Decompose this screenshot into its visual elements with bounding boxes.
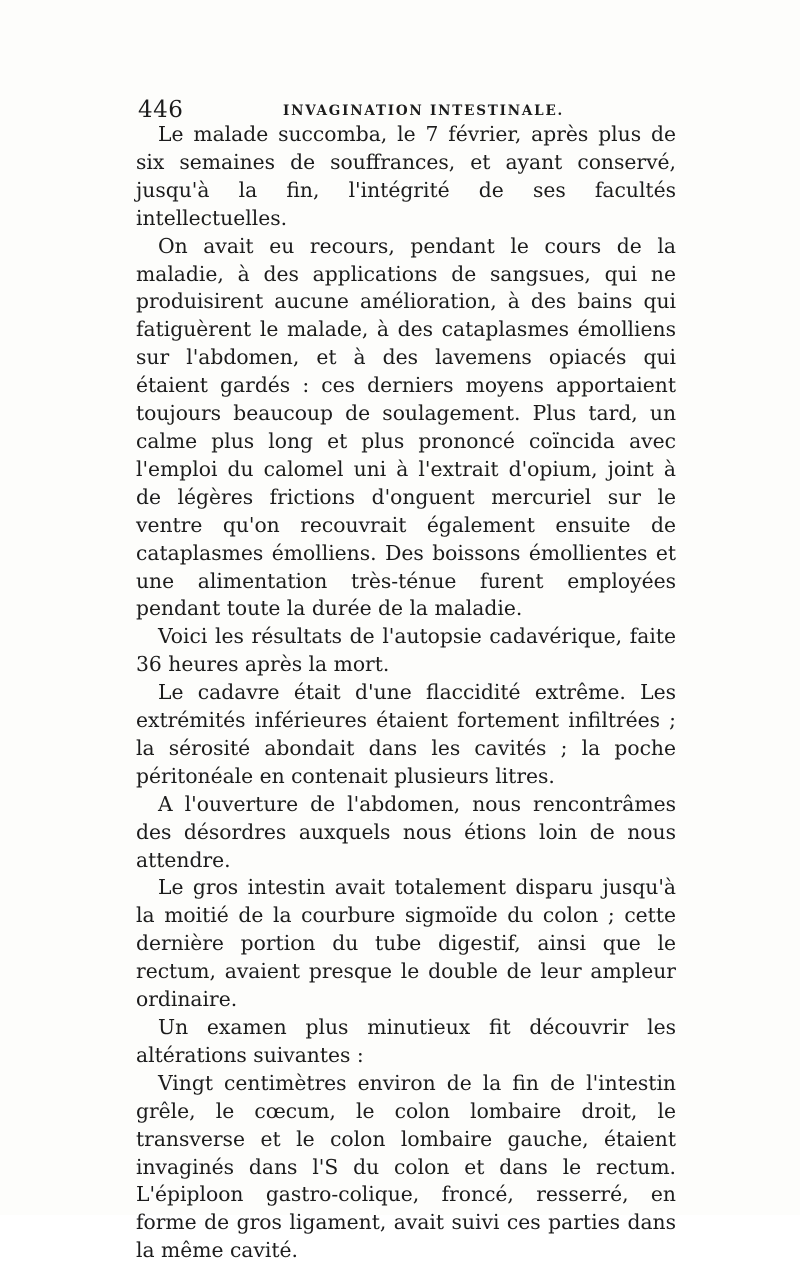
paragraph-examination: Un examen plus minutieux fit découvrir les altérations suivantes : — [136, 1015, 676, 1067]
paragraph-treatment: On avait eu recours, pendant le cours de la maladie, à des applications de sangsues, qui ne produisirent aucune amélioration, à des bains qui fatiguèrent le malade, à des cataplasmes émolliens sur l'abdomen, et à des lavemens opiacés qui étaient gardés : ces derniers moyens apportaient toujours beaucoup de soulagement. Plus tard, un calme plus long et plus prononcé coïncida avec l'emploi du calomel uni à l'extrait d'opium, joint à de légères frictions d'onguent mercuriel sur le ventre qu'on recouvrait également ensuite de cataplasmes émolliens. Des boissons émollientes et une alimentation très-ténue furent employées pendant toute la durée de la maladie. — [136, 233, 676, 621]
page-number: 446 — [138, 97, 184, 123]
running-title: INVAGINATION INTESTINALE. — [283, 103, 565, 119]
paragraph-cadaver: Le cadavre était d'une flaccidité extrême. Les extrémités inférieures étaient fortement infiltrées ; la sérosité abondait dans les cavités ; la poche péritonéale en contenait plusieurs litres. — [136, 680, 676, 788]
paragraph-abdomen: A l'ouverture de l'abdomen, nous rencontrâmes des désordres auxquels nous étions loin de nous attendre. — [136, 791, 676, 872]
paragraph-death: Le malade succomba, le 7 février, après plus de six semaines de souffrances, et ayant conservé, jusqu'à la fin, l'intégrité de ses facultés intellectuelles. — [136, 122, 676, 230]
paragraph-autopsy-intro: Voici les résultats de l'autopsie cadavérique, faite 36 heures après la mort. — [136, 624, 676, 677]
body-text — [136, 121, 676, 1265]
paragraph-large-intestine: Le gros intestin avait totalement disparu jusqu'à la moitié de la courbure sigmoïde du colon ; cette dernière portion du tube digestif, ainsi que le rectum, avaient presque le double de leur ampleur ordinaire. — [136, 875, 676, 1012]
paragraph-invagination: Vingt centimètres environ de la fin de l'intestin grêle, le cœcum, le colon lombaire droit, le transverse et le colon lombaire gauche, étaient invaginés dans l'S du colon et dans le rectum. L'épiploon gastro-colique, froncé, resserré, en forme de gros ligament, avait suivi ces parties dans la même cavité. — [136, 1070, 676, 1263]
